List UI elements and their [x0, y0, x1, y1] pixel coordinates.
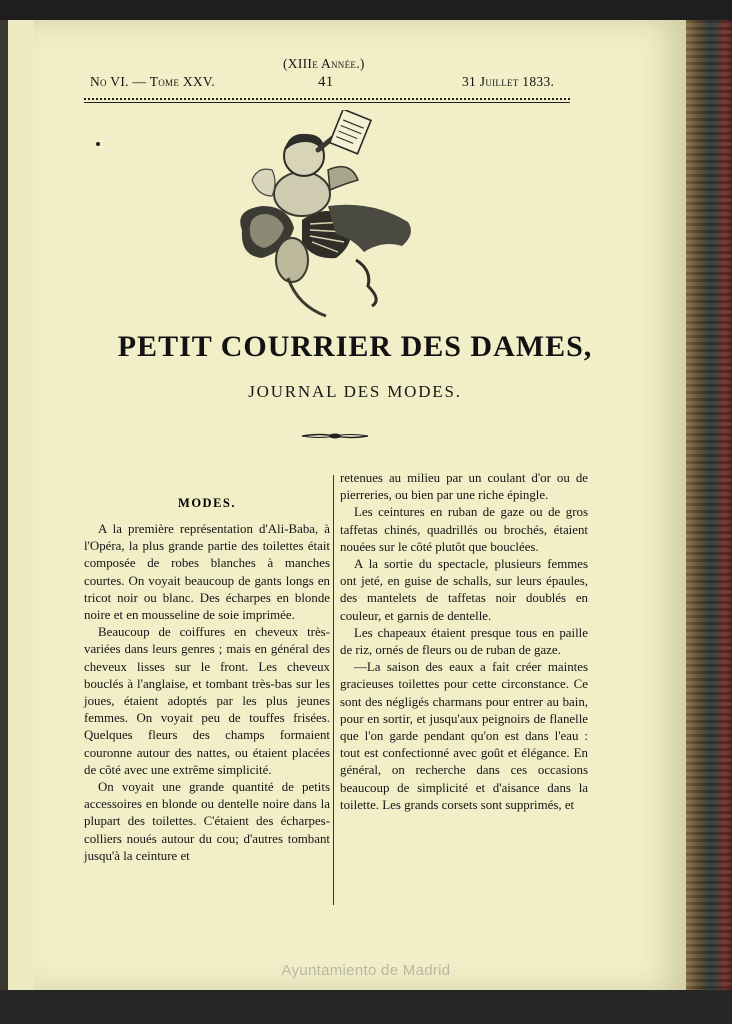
page-number: 41 — [318, 74, 334, 90]
section-title: MODES. — [178, 496, 236, 510]
ornamental-divider — [300, 428, 370, 444]
column-divider — [333, 475, 334, 905]
article-left-column — [84, 521, 330, 865]
paragraph: —La saison des eaux a fait créer maintes gracieuses toilettes pour cette circonstance. Ce sont des négligés charmans pour entrer au bain, pour en sortir, et jusqu'aux peignoirs de flanelle que l'on garde pendant qu'on est dans l'eau : tout est confectionné avec goût et élégance. En général, on recherche dans ces occasions beaucoup de simplicité et d'aisance dans la toilette. Les grands corsets sont supprimés, et — [340, 660, 588, 812]
paragraph: A la première représentation d'Ali-Baba, à l'Opéra, la plus grande partie des toilettes était composée de robes blanches à manches courtes. On voyait beaucoup de gants longs en tricot noir ou blanc. Des écharpes en blonde noire et en mousseline de soie imprimée. — [84, 522, 330, 623]
paragraph: Beaucoup de coiffures en cheveux très-variées dans leurs genres ; mais en général des cheveux lisses sur le front. Les cheveux bouclés à l'anglaise, et tombant très-bas sur les joues, étaient adoptés par les plus jeunes femmes. On voyait peu de touffes frisées. Quelques fleurs des champs formaient couronne autour des nattes, ou étaient placées de côté avec une extrême simplicité. — [84, 625, 330, 777]
issue-number: No VI. — Tome XXV. — [90, 74, 215, 89]
cherub-legs — [276, 238, 308, 282]
ink-speck — [96, 142, 100, 146]
header-dotted-rule — [84, 98, 570, 100]
paragraph: A la sortie du spectacle, plusieurs femmes ont jeté, en guise de schalls, sur leurs épaules, des mantelets de taffetas noir doublés en couleur, et garnis de dentelle. — [340, 557, 588, 623]
dove — [252, 169, 275, 196]
cherub-body — [274, 172, 330, 216]
library-watermark: Ayuntamiento de Madrid — [281, 962, 451, 979]
book-spine-edge — [686, 20, 732, 990]
cherub-foot — [288, 278, 326, 316]
newspaper-subtitle: JOURNAL DES MODES. — [248, 382, 462, 401]
cherub-wing — [328, 167, 358, 190]
scan-border-top — [0, 0, 732, 20]
paragraph: retenues au milieu par un coulant d'or ou de pierreries, ou bien par une riche épingle. — [340, 471, 588, 503]
paragraph: On voyait une grande quantité de petits accessoires en blonde ou dentelle noire dans la plupart des toilettes. C'étaient des écharpes-colliers noués autour du cou; d'autres tombant jusqu'à la ceinture et — [84, 780, 330, 863]
scan-border-bottom — [0, 990, 732, 1024]
header-rule — [84, 102, 570, 103]
previous-page-edge — [8, 20, 35, 992]
year-line: (XIIIe Année.) — [283, 56, 365, 71]
issue-date: 31 Juillet 1833. — [462, 74, 555, 89]
paragraph: Les ceintures en ruban de gaze ou de gros taffetas chinés, quadrillés ou brochés, étaient nouées sur le côté plutôt que bouclées. — [340, 505, 588, 554]
newspaper-sign — [330, 110, 371, 154]
newspaper-title: PETIT COURRIER DES DAMES, — [117, 330, 593, 363]
article-right-column — [340, 470, 588, 814]
cherub-vignette-illustration — [232, 110, 420, 326]
ribbon — [356, 260, 376, 306]
paragraph: Les chapeaux étaient presque tous en paille de riz, ornés de fleurs ou de ruban de gaze. — [340, 625, 588, 658]
